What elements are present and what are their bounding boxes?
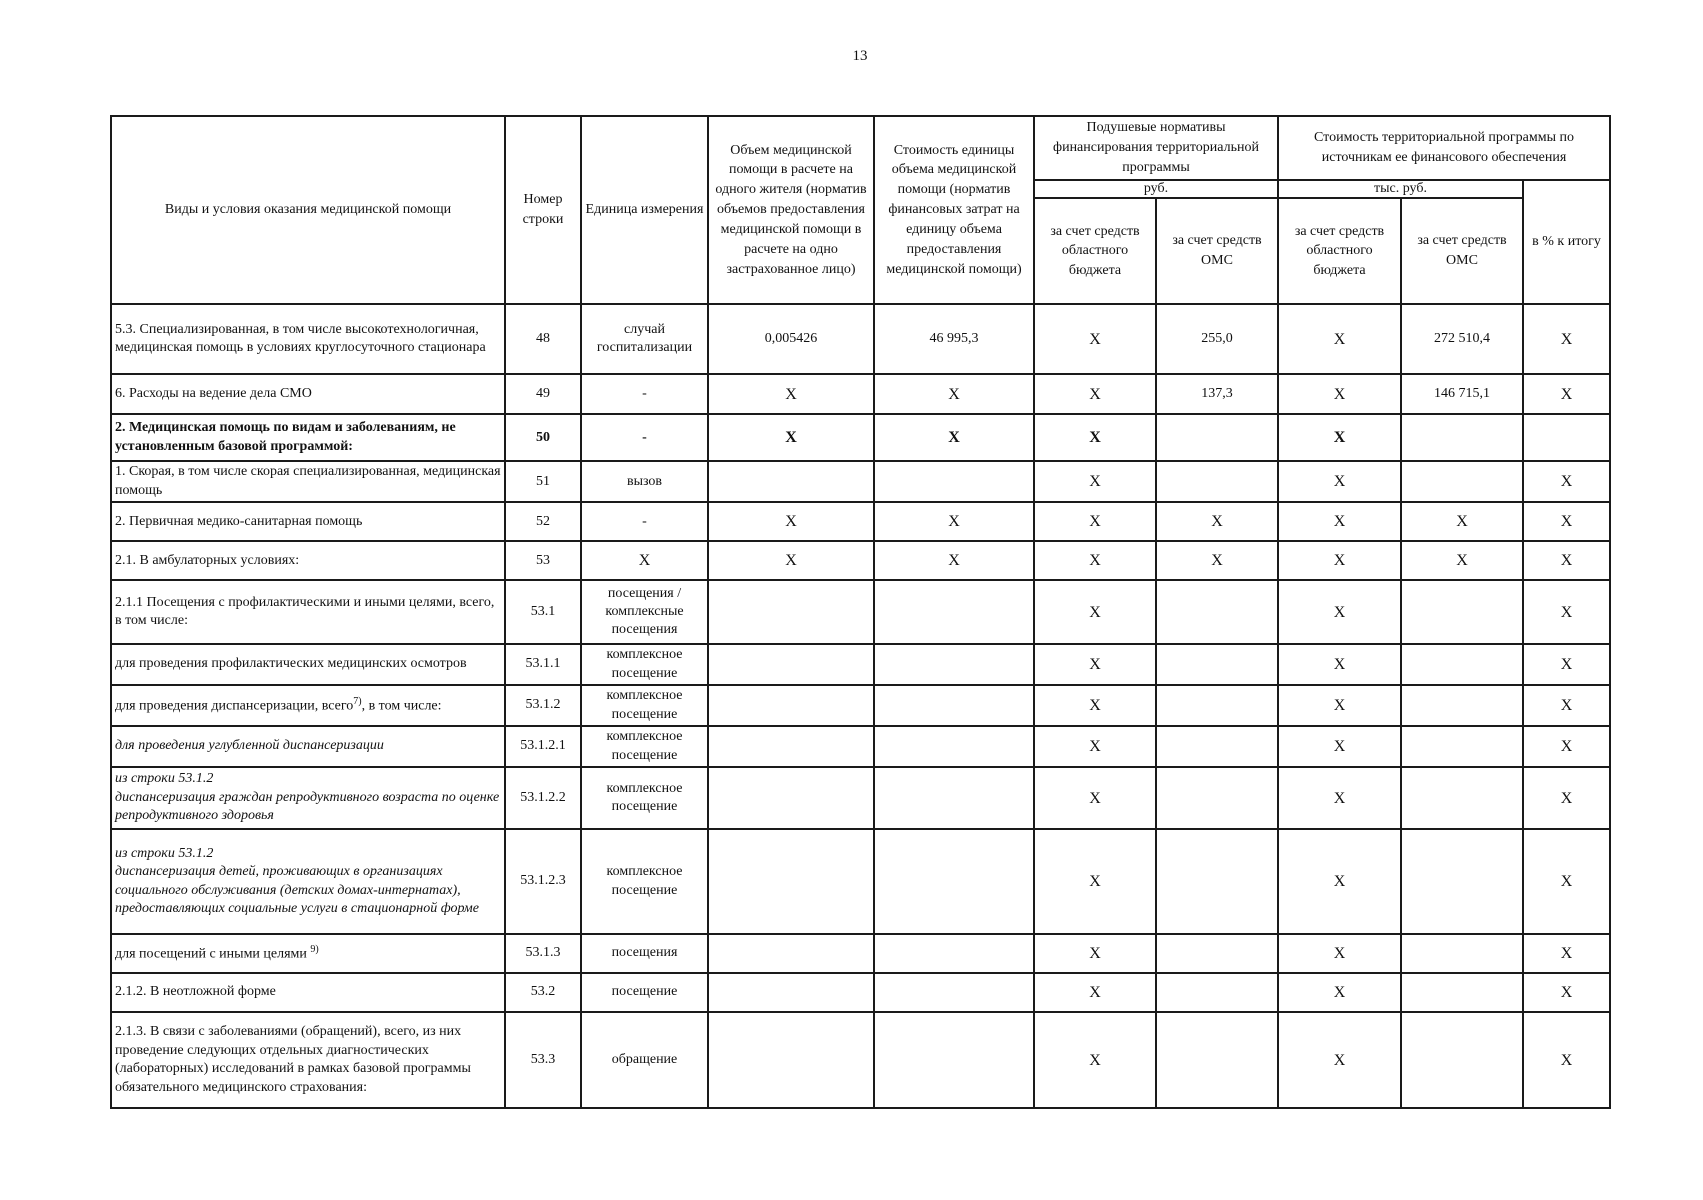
row-percent: X — [1523, 580, 1610, 644]
row-cost — [874, 685, 1034, 726]
row-cost-budget: X — [1278, 304, 1401, 374]
table-row — [111, 541, 1610, 580]
row-name: для проведения углубленной диспансеризации — [111, 726, 505, 767]
row-volume: X — [708, 502, 874, 541]
row-name: 6. Расходы на ведение дела СМО — [111, 374, 505, 414]
row-number: 53.2 — [505, 973, 581, 1012]
header-row-number: Номер строки — [505, 116, 581, 304]
row-unit: посещение — [581, 973, 708, 1012]
header-types: Виды и условия оказания медицинской помощи — [111, 116, 505, 304]
footnote-marker: 9) — [310, 944, 319, 955]
row-per-capita-budget: X — [1034, 580, 1156, 644]
row-number: 50 — [505, 414, 581, 461]
row-cost — [874, 1012, 1034, 1108]
row-cost-oms — [1401, 644, 1523, 685]
row-cost: X — [874, 414, 1034, 461]
row-per-capita-budget: X — [1034, 304, 1156, 374]
row-name-text: для проведения диспансеризации, всего — [115, 698, 354, 714]
table-row — [111, 726, 1610, 767]
row-unit: - — [581, 414, 708, 461]
row-cost-budget: X — [1278, 934, 1401, 973]
row-per-capita-oms: X — [1156, 541, 1278, 580]
row-percent: X — [1523, 685, 1610, 726]
row-cost-budget: X — [1278, 726, 1401, 767]
row-cost-budget: X — [1278, 973, 1401, 1012]
row-cost-oms — [1401, 934, 1523, 973]
row-cost-oms: X — [1401, 502, 1523, 541]
table-row — [111, 461, 1610, 502]
row-unit: - — [581, 502, 708, 541]
row-cost — [874, 644, 1034, 685]
row-unit: - — [581, 374, 708, 414]
header-unit-rub: руб. — [1034, 180, 1278, 199]
row-cost-budget: X — [1278, 829, 1401, 934]
row-per-capita-oms: 137,3 — [1156, 374, 1278, 414]
header-percent: в % к итогу — [1523, 180, 1610, 305]
row-volume: X — [708, 414, 874, 461]
row-per-capita-oms — [1156, 1012, 1278, 1108]
row-unit: вызов — [581, 461, 708, 502]
row-per-capita-oms — [1156, 973, 1278, 1012]
row-per-capita-budget: X — [1034, 726, 1156, 767]
row-name — [111, 685, 505, 726]
row-cost-oms — [1401, 685, 1523, 726]
row-number: 53.1.2.2 — [505, 767, 581, 829]
row-percent: X — [1523, 726, 1610, 767]
row-per-capita-oms — [1156, 767, 1278, 829]
row-cost-budget: X — [1278, 644, 1401, 685]
row-percent: X — [1523, 304, 1610, 374]
row-cost — [874, 767, 1034, 829]
row-cost-budget: X — [1278, 1012, 1401, 1108]
table-row — [111, 685, 1610, 726]
row-cost — [874, 726, 1034, 767]
row-volume — [708, 461, 874, 502]
row-cost-oms — [1401, 767, 1523, 829]
row-number: 48 — [505, 304, 581, 374]
row-percent: X — [1523, 541, 1610, 580]
row-per-capita-oms: X — [1156, 502, 1278, 541]
row-unit: комплексное посещение — [581, 829, 708, 934]
row-number: 49 — [505, 374, 581, 414]
row-per-capita-budget: X — [1034, 685, 1156, 726]
row-cost — [874, 580, 1034, 644]
row-name: 2.1.1 Посещения с профилактическими и иными целями, всего, в том числе: — [111, 580, 505, 644]
row-cost: 46 995,3 — [874, 304, 1034, 374]
row-percent: X — [1523, 934, 1610, 973]
row-cost — [874, 973, 1034, 1012]
row-name-text: для посещений с иными целями — [115, 946, 307, 962]
row-volume: 0,005426 — [708, 304, 874, 374]
row-per-capita-oms: 255,0 — [1156, 304, 1278, 374]
row-name-text: диспансеризация детей, проживающих в организациях социального обслуживания (детских домах-интернатах), предоставляющих социальные услуги в стационарной форме — [115, 864, 479, 917]
row-name — [111, 934, 505, 973]
row-unit: комплексное посещение — [581, 685, 708, 726]
row-percent: X — [1523, 767, 1610, 829]
page-number: 13 — [852, 48, 868, 64]
row-number: 53.1.2 — [505, 685, 581, 726]
table-row — [111, 580, 1610, 644]
row-cost-oms — [1401, 580, 1523, 644]
row-per-capita-budget: X — [1034, 502, 1156, 541]
row-percent: X — [1523, 973, 1610, 1012]
row-per-capita-oms — [1156, 829, 1278, 934]
row-cost: X — [874, 541, 1034, 580]
table-row — [111, 934, 1610, 973]
header-unit: Единица измерения — [581, 116, 708, 304]
row-number: 53.1 — [505, 580, 581, 644]
row-per-capita-oms — [1156, 414, 1278, 461]
row-name — [111, 829, 505, 934]
row-cost — [874, 461, 1034, 502]
row-per-capita-oms — [1156, 461, 1278, 502]
row-cost-oms — [1401, 726, 1523, 767]
row-volume — [708, 644, 874, 685]
row-cost-oms — [1401, 1012, 1523, 1108]
table-row — [111, 374, 1610, 414]
row-percent: X — [1523, 502, 1610, 541]
row-name-tail: , в том числе: — [361, 698, 442, 714]
row-volume — [708, 1012, 874, 1108]
row-percent: X — [1523, 829, 1610, 934]
row-number: 53.1.2.3 — [505, 829, 581, 934]
row-unit: случай госпитализации — [581, 304, 708, 374]
row-cost-oms: 272 510,4 — [1401, 304, 1523, 374]
row-cost-oms — [1401, 829, 1523, 934]
row-volume — [708, 829, 874, 934]
row-name: 2. Первичная медико-санитарная помощь — [111, 502, 505, 541]
row-number: 53.1.2.1 — [505, 726, 581, 767]
table-body — [111, 304, 1610, 1108]
row-per-capita-budget: X — [1034, 374, 1156, 414]
row-percent: X — [1523, 1012, 1610, 1108]
row-name: 2.1. В амбулаторных условиях: — [111, 541, 505, 580]
table-row — [111, 644, 1610, 685]
table-row — [111, 829, 1610, 934]
row-per-capita-budget: X — [1034, 767, 1156, 829]
row-unit: комплексное посещение — [581, 767, 708, 829]
row-name-ref: из строки 53.1.2 — [115, 845, 214, 861]
row-name-text: диспансеризация граждан репродуктивного возраста по оценке репродуктивного здоровья — [115, 789, 500, 824]
row-cost-oms — [1401, 461, 1523, 502]
row-cost-budget: X — [1278, 541, 1401, 580]
row-cost-budget: X — [1278, 414, 1401, 461]
row-number: 53.1.1 — [505, 644, 581, 685]
row-number: 53.1.3 — [505, 934, 581, 973]
header-per-capita-budget: за счет средств областного бюджета — [1034, 198, 1156, 304]
row-cost-budget: X — [1278, 767, 1401, 829]
row-cost — [874, 829, 1034, 934]
row-cost-oms — [1401, 973, 1523, 1012]
row-name: 1. Скорая, в том числе скорая специализированная, медицинская помощь — [111, 461, 505, 502]
row-unit: комплексное посещение — [581, 726, 708, 767]
row-volume: X — [708, 374, 874, 414]
row-per-capita-oms — [1156, 685, 1278, 726]
row-cost-oms: X — [1401, 541, 1523, 580]
row-per-capita-budget: X — [1034, 644, 1156, 685]
row-name-ref: из строки 53.1.2 — [115, 771, 214, 787]
row-name: 2. Медицинская помощь по видам и заболеваниям, не установленным базовой программой: — [111, 414, 505, 461]
row-per-capita-budget: X — [1034, 934, 1156, 973]
row-per-capita-budget: X — [1034, 973, 1156, 1012]
row-unit: обращение — [581, 1012, 708, 1108]
header-cost-oms: за счет средств ОМС — [1401, 198, 1523, 304]
header-volume: Объем медицинской помощи в расчете на одного жителя (норматив объемов предоставления медицинской помощи в расчете на одно застрахованное лицо) — [708, 116, 874, 304]
row-volume — [708, 726, 874, 767]
row-cost-oms — [1401, 414, 1523, 461]
header-unit-cost: Стоимость единицы объема медицинской помощи (норматив финансовых затрат на единицу объема предоставления медицинской помощи) — [874, 116, 1034, 304]
table-header — [111, 116, 1610, 304]
header-per-capita-group: Подушевые нормативы финансирования территориальной программы — [1034, 116, 1278, 180]
row-name — [111, 767, 505, 829]
row-percent: X — [1523, 374, 1610, 414]
row-name: 2.1.2. В неотложной форме — [111, 973, 505, 1012]
row-cost: X — [874, 374, 1034, 414]
row-cost-budget: X — [1278, 461, 1401, 502]
row-percent: X — [1523, 461, 1610, 502]
row-volume: X — [708, 541, 874, 580]
row-volume — [708, 580, 874, 644]
row-unit: посещения / комплексные посещения — [581, 580, 708, 644]
row-volume — [708, 973, 874, 1012]
table-row — [111, 1012, 1610, 1108]
row-cost-budget: X — [1278, 685, 1401, 726]
row-cost-budget: X — [1278, 374, 1401, 414]
row-number: 53 — [505, 541, 581, 580]
row-cost — [874, 934, 1034, 973]
row-cost-oms: 146 715,1 — [1401, 374, 1523, 414]
table-row — [111, 414, 1610, 461]
row-number: 51 — [505, 461, 581, 502]
row-number: 52 — [505, 502, 581, 541]
row-per-capita-budget: X — [1034, 541, 1156, 580]
header-per-capita-oms: за счет средств ОМС — [1156, 198, 1278, 304]
row-cost-budget: X — [1278, 580, 1401, 644]
row-volume — [708, 767, 874, 829]
row-volume — [708, 934, 874, 973]
footnote-marker: 7) — [353, 696, 362, 708]
row-per-capita-oms — [1156, 726, 1278, 767]
table-row — [111, 304, 1610, 374]
row-volume — [708, 685, 874, 726]
row-cost-budget: X — [1278, 502, 1401, 541]
header-unit-thousand-rub: тыс. руб. — [1278, 180, 1523, 199]
row-name: для проведения профилактических медицинских осмотров — [111, 644, 505, 685]
row-percent: X — [1523, 644, 1610, 685]
row-number: 53.3 — [505, 1012, 581, 1108]
row-per-capita-oms — [1156, 934, 1278, 973]
row-per-capita-oms — [1156, 644, 1278, 685]
row-per-capita-budget: X — [1034, 1012, 1156, 1108]
row-cost: X — [874, 502, 1034, 541]
row-unit: посещения — [581, 934, 708, 973]
row-per-capita-budget: X — [1034, 461, 1156, 502]
row-unit: комплексное посещение — [581, 644, 708, 685]
row-name: 2.1.3. В связи с заболеваниями (обращений), всего, из них проведение следующих отдельных диагностических (лабораторных) исследований в рамках базовой программы обязательного медицинского страхования: — [111, 1012, 505, 1108]
row-per-capita-oms — [1156, 580, 1278, 644]
header-cost-sources-group: Стоимость территориальной программы по источникам ее финансового обеспечения — [1278, 116, 1610, 180]
row-unit: X — [581, 541, 708, 580]
table-row — [111, 502, 1610, 541]
table-row — [111, 767, 1610, 829]
row-per-capita-budget: X — [1034, 414, 1156, 461]
row-per-capita-budget: X — [1034, 829, 1156, 934]
row-percent — [1523, 414, 1610, 461]
header-cost-budget: за счет средств областного бюджета — [1278, 198, 1401, 304]
medical-care-table — [110, 115, 1611, 1109]
table-row — [111, 973, 1610, 1012]
row-name: 5.3. Специализированная, в том числе высокотехнологичная, медицинская помощь в условиях круглосуточного стационара — [111, 304, 505, 374]
